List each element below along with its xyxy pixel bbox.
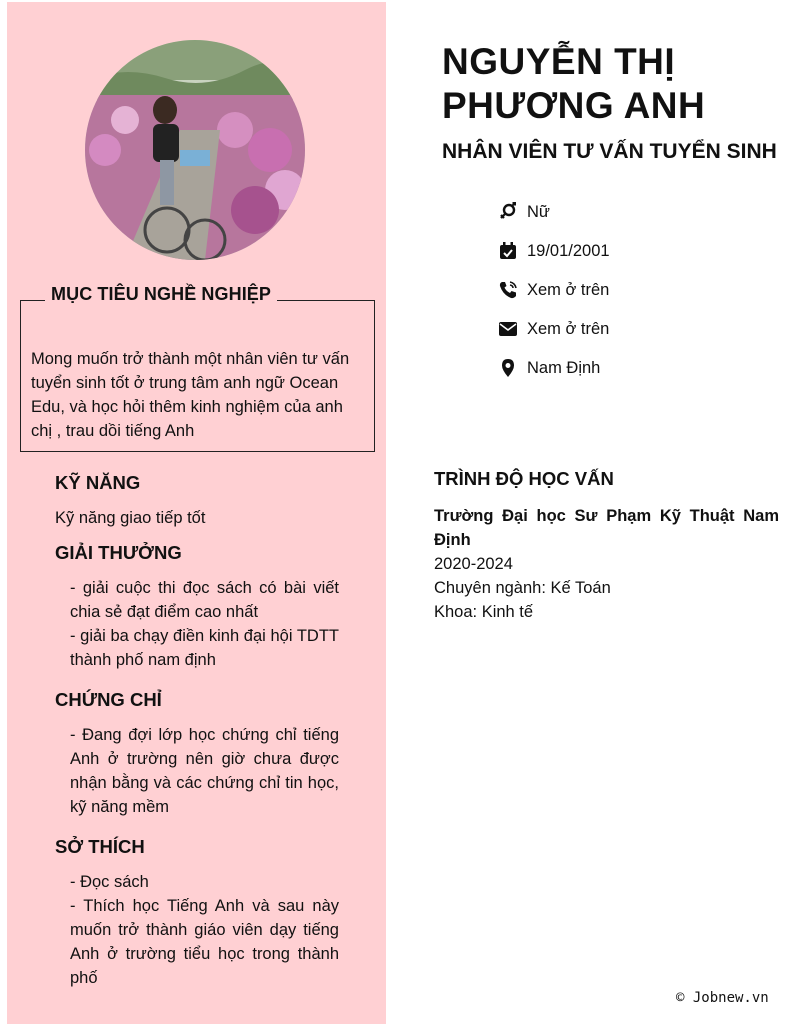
location-icon [498, 358, 518, 378]
education-title: TRÌNH ĐỘ HỌC VẤN [434, 468, 614, 489]
phone-value: Xem ở trên [527, 280, 610, 299]
address-value: Nam Định [527, 358, 601, 377]
birthdate-row [498, 239, 610, 263]
awards-title: GIẢI THƯỞNG [55, 542, 182, 563]
education-major: Chuyên ngành: Kế Toán [434, 579, 611, 597]
phone-icon [498, 280, 518, 300]
hobbies-list [70, 870, 339, 990]
footer-brand[interactable]: © Jobnew.vn [676, 990, 769, 1006]
certificates-list [70, 723, 339, 819]
hobby-item: - Đọc sách [70, 873, 149, 891]
avatar-photo [85, 40, 305, 260]
calendar-icon [498, 241, 518, 261]
name-line-2: PHƯƠNG ANH [442, 85, 706, 126]
award-item: - giải ba chạy điền kinh đại hội TDTT thành phố nam định [70, 627, 339, 669]
email-row [498, 317, 609, 341]
hobbies-title: SỞ THÍCH [55, 836, 145, 857]
address-row [498, 356, 600, 380]
candidate-name [442, 40, 782, 128]
objective-text: Mong muốn trở thành một nhân viên tư vấn tuyển sinh tốt ở trung tâm anh ngữ Ocean Edu, và học hỏi thêm kinh nghiệm của anh chị , trau dồi tiếng Anh [31, 350, 350, 440]
job-title: NHÂN VIÊN TƯ VẤN TUYỂN SINH [442, 140, 777, 163]
skills-title: KỸ NĂNG [55, 472, 141, 493]
award-item: - giải cuộc thi đọc sách có bài viết chia sẻ đạt điểm cao nhất [70, 579, 339, 621]
birthdate-value: 19/01/2001 [527, 241, 610, 260]
avatar-illustration [85, 40, 305, 260]
email-value: Xem ở trên [527, 319, 610, 338]
education-school: Trường Đại học Sư Phạm Kỹ Thuật Nam Định [434, 507, 779, 549]
gender-row [498, 200, 550, 224]
phone-row [498, 278, 609, 302]
awards-list [70, 576, 339, 672]
education-faculty: Khoa: Kinh tế [434, 603, 534, 621]
objective-title: MỤC TIÊU NGHỀ NGHIỆP [45, 284, 277, 305]
hobby-item: - Thích học Tiếng Anh và sau này muốn trở thành giáo viên dạy tiếng Anh ở trường tiểu học trong thành phố [70, 897, 339, 987]
certificate-item: - Đang đợi lớp học chứng chỉ tiếng Anh ở trường nên giờ chưa được nhận bằng và các chứng chỉ tin học, kỹ năng mềm [70, 726, 339, 816]
email-icon [498, 319, 518, 339]
gender-icon [498, 202, 518, 222]
skill-item: Kỹ năng giao tiếp tốt [55, 509, 206, 527]
education-years: 2020-2024 [434, 555, 513, 573]
name-line-1: NGUYỄN THỊ [442, 41, 676, 82]
certificates-title: CHỨNG CHỈ [55, 689, 162, 710]
gender-value: Nữ [527, 202, 550, 221]
